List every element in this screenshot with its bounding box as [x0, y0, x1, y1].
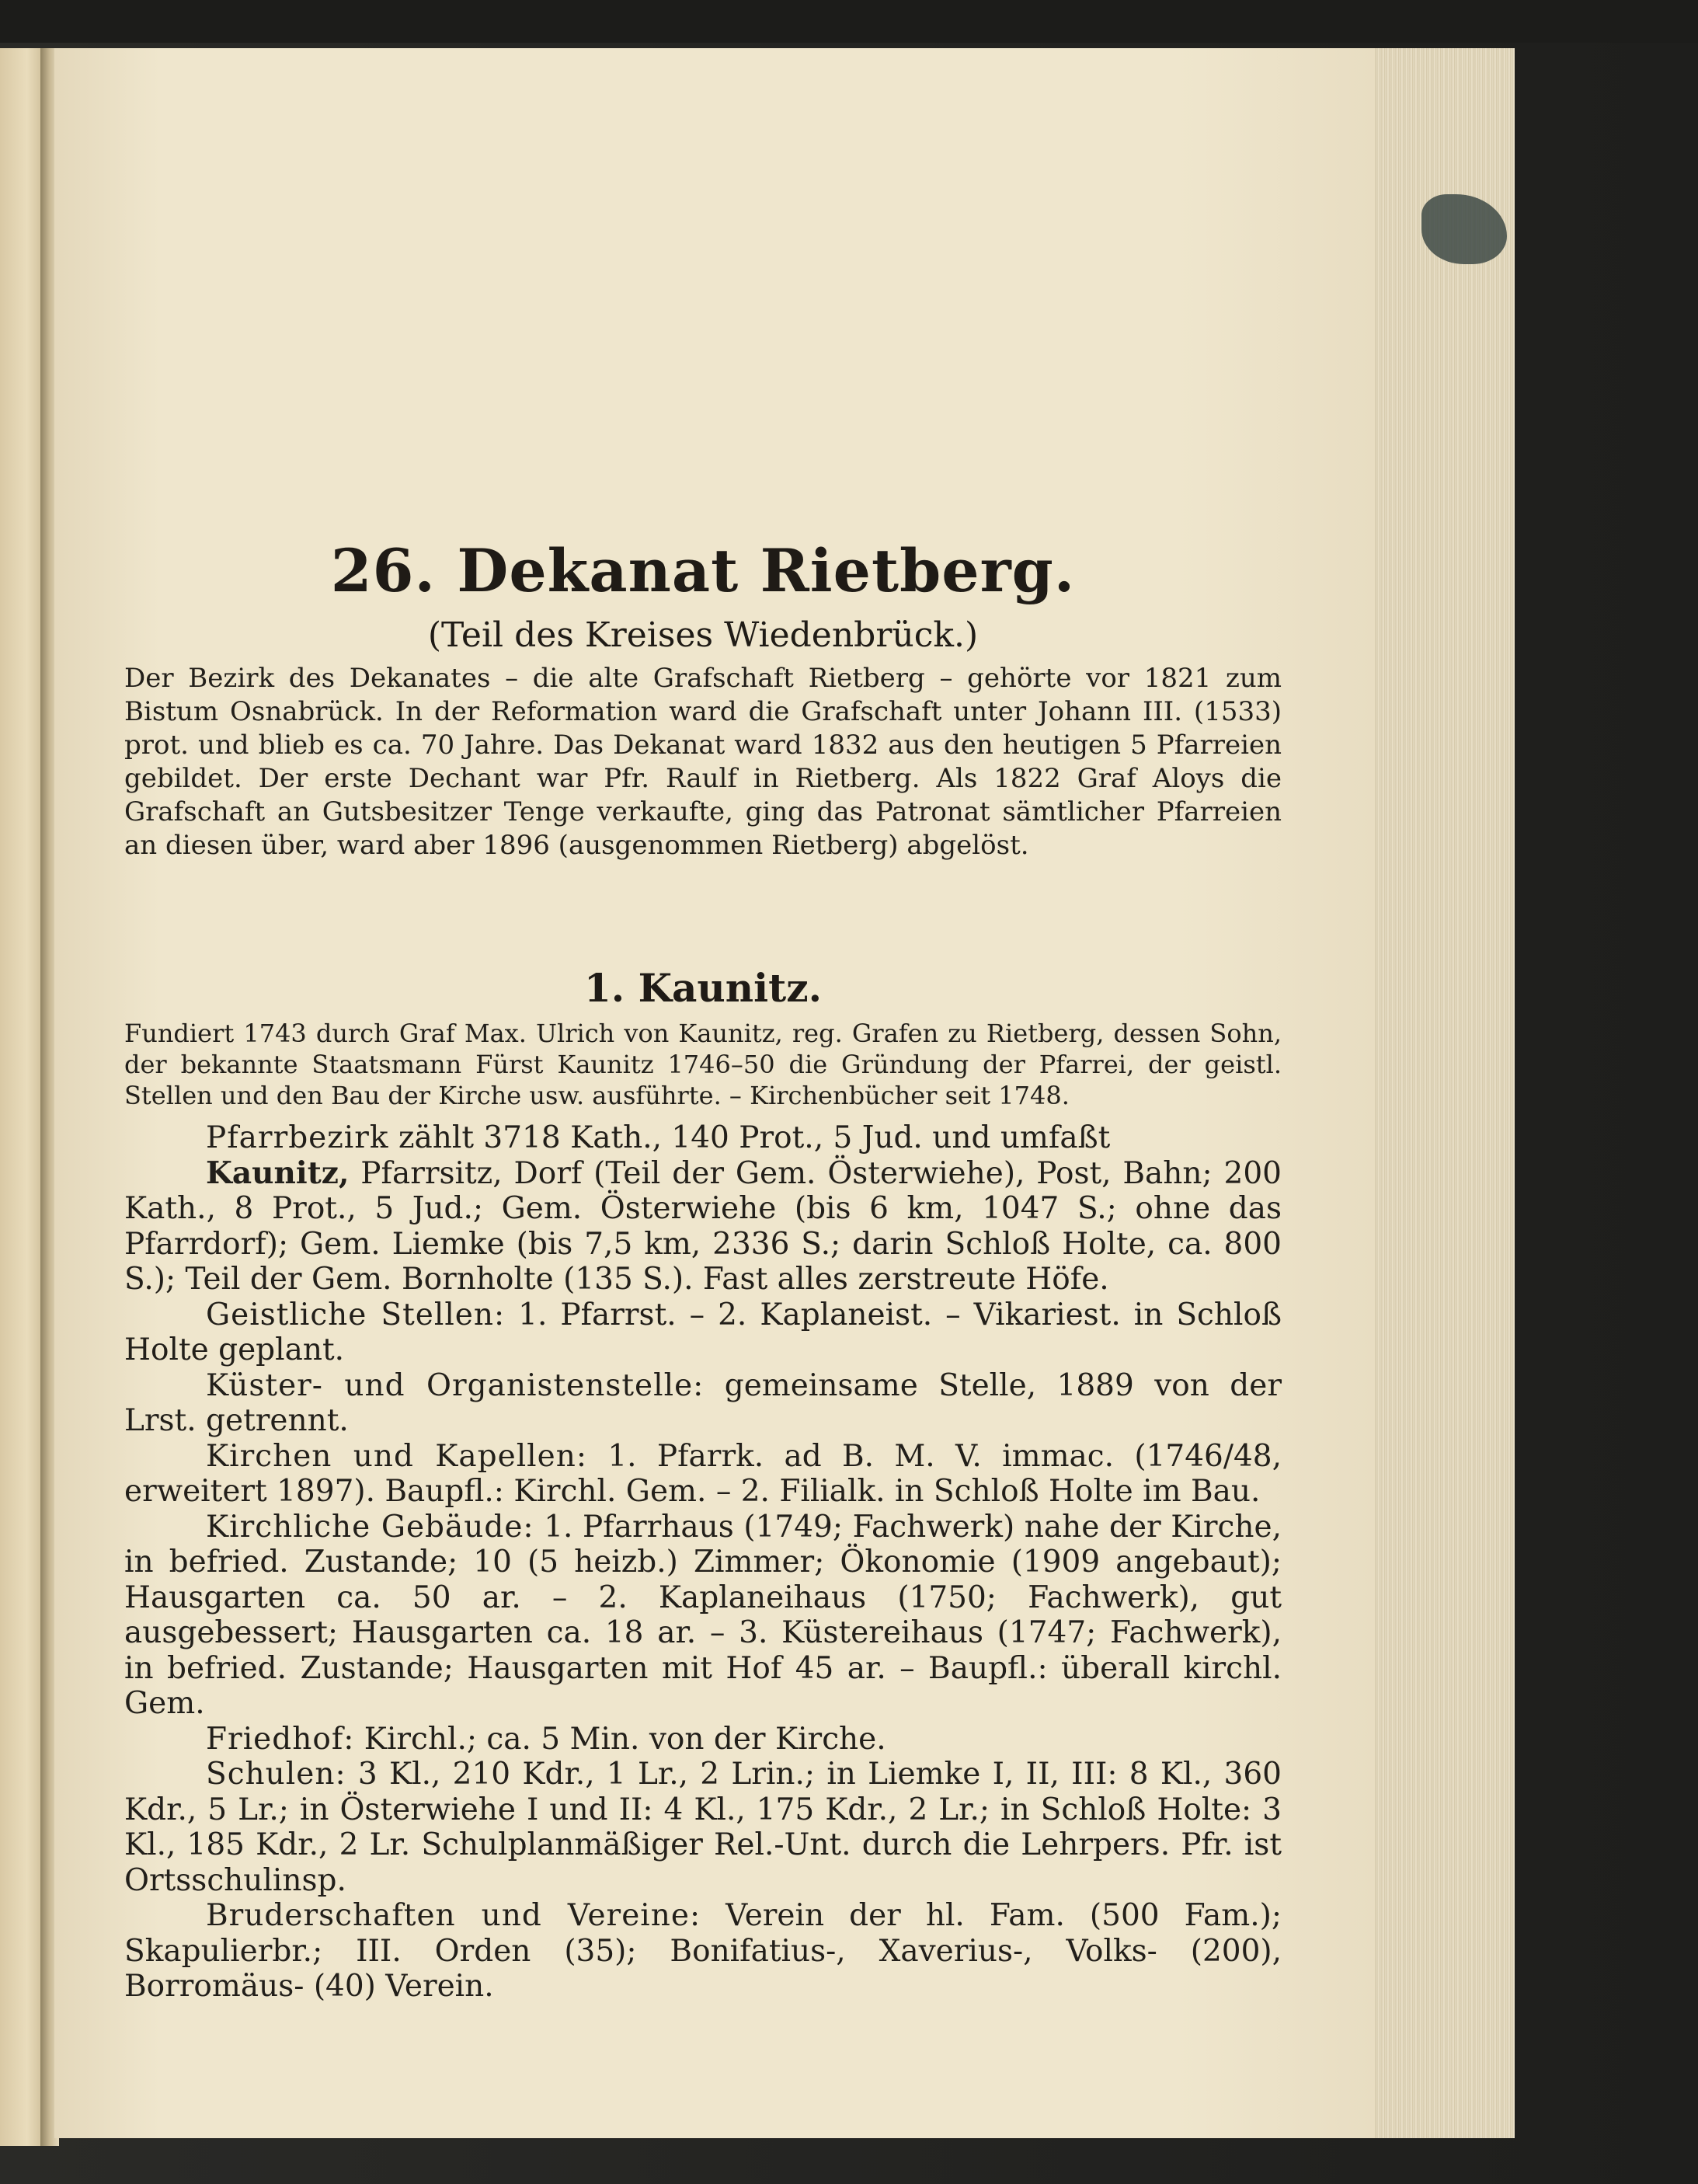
- paragraph-text: 1. Pfarrhaus (1749; Fachwerk) nahe der Kirche, in befried. Zustande; 10 (5 heizb.) Zimmer; Ökonomie (1909 angebaut); Hausgarten ca. 50 ar. – 2. Kaplaneihaus (1750; Fachwerk), gut ausgebessert; Hausgarten ca. 18 ar. – 3. Küstereihaus (1747; Fachwerk), in befried. Zustande; Hausgarten mit Hof 45 ar. – Baupfl.: überall kirchl. Gem.: [124, 1509, 1282, 1721]
- founding-paragraph: Fundiert 1743 durch Graf Max. Ulrich von Kaunitz, reg. Grafen zu Rietberg, dessen Sohn, der bekannte Staatsmann Fürst Kaunitz 1746–50 die Gründung der Pfarrei, der geistl. Stellen und den Bau der Kirche usw. ausführte. – Kirchenbücher seit 1748.: [124, 1019, 1282, 1110]
- page-edges: [1371, 48, 1515, 2138]
- paragraph-friedhof: [124, 1722, 1282, 1757]
- paragraph-text: 3 Kl., 210 Kdr., 1 Lr., 2 Lrin.; in Liemke I, II, III: 8 Kl., 360 Kdr., 5 Lr.; in Österwiehe I und II: 4 Kl., 175 Kdr., 2 Lr.; in Schloß Holte: 3 Kl., 185 Kdr., 2 Lr. Schulplanmäßiger Rel.-Unt. durch die Lehrpers. Pfr. ist Ortsschulinsp.: [124, 1757, 1282, 1898]
- paragraph-lead: Friedhof:: [206, 1721, 355, 1757]
- paragraph-text: Pfarrsitz, Dorf (Teil der Gem. Österwiehe), Post, Bahn; 200 Kath., 8 Prot., 5 Jud.; Gem. Österwiehe (bis 6 km, 1047 S.; ohne das Pfarrdorf); Gem. Liemke (bis 7,5 km, 2336 S.; darin Schloß Holte, ca. 800 S.); Teil der Gem. Bornholte (135 S.). Fast alles zerstreute Höfe.: [124, 1155, 1282, 1297]
- left-facing-page: [0, 48, 45, 2146]
- paragraph-kirchen-kapellen: [124, 1439, 1282, 1510]
- paragraph-lead: Kaunitz,: [206, 1155, 350, 1191]
- section-body: [124, 1120, 1282, 2005]
- paragraph-lead: Kirchen und Kapellen:: [206, 1438, 587, 1474]
- paragraph-text: Kirchl.; ca. 5 Min. von der Kirche.: [354, 1721, 886, 1757]
- paragraph-bruderschaften: [124, 1898, 1282, 2005]
- paragraph-kuester-organist: [124, 1368, 1282, 1439]
- paragraph-text: zählt 3718 Kath., 140 Prot., 5 Jud. und umfaßt: [388, 1120, 1111, 1155]
- page-subtitle: (Teil des Kreises Wiedenbrück.): [427, 615, 979, 655]
- paragraph-text: Verein der hl. Fam. (500 Fam.); Skapulierbr.; III. Orden (35); Bonifatius-, Xaverius-, Volks- (200), Borromäus- (40) Verein.: [124, 1898, 1282, 2004]
- page-content: [54, 48, 1375, 2138]
- paragraph-kaunitz: [124, 1156, 1282, 1298]
- paragraph-lead: Kirchliche Gebäude:: [206, 1509, 534, 1545]
- page-title: 26. Dekanat Rietberg.: [330, 536, 1076, 605]
- paragraph-schulen: [124, 1757, 1282, 1898]
- section-title: 1. Kaunitz.: [583, 965, 823, 1011]
- intro-paragraph: Der Bezirk des Dekanates – die alte Grafschaft Rietberg – gehörte vor 1821 zum Bistum Osnabrück. In der Reformation ward die Grafschaft unter Johann III. (1533) prot. und blieb es ca. 70 Jahre. Das Dekanat ward 1832 aus den heutigen 5 Pfarreien gebildet. Der erste Dechant war Pfr. Raulf in Rietberg. Als 1822 Graf Aloys die Grafschaft an Gutsbesitzer Tenge verkaufte, ging das Patronat sämtlicher Pfarreien an diesen über, ward aber 1896 (ausgenommen Rietberg) abgelöst.: [124, 663, 1282, 861]
- paragraph-text: 1. Pfarrk. ad B. M. V. immac. (1746/48, erweitert 1897). Baupfl.: Kirchl. Gem. – 2. Filialk. in Schloß Holte im Bau.: [124, 1438, 1282, 1509]
- paragraph-lead: Geistliche Stellen:: [206, 1297, 506, 1332]
- paragraph-lead: Schulen:: [206, 1757, 346, 1792]
- paragraph-text: 1. Pfarrst. – 2. Kaplaneist. – Vikariest. in Schloß Holte geplant.: [124, 1297, 1282, 1367]
- paragraph-lead: Bruderschaften und Vereine:: [206, 1898, 701, 1933]
- paragraph-geistliche-stellen: [124, 1298, 1282, 1368]
- paragraph-kirchliche-gebaeude: [124, 1510, 1282, 1722]
- paragraph-lead: Küster- und Organistenstelle:: [206, 1367, 705, 1403]
- paragraph-text: gemeinsame Stelle, 1889 von der Lrst. getrennt.: [124, 1367, 1282, 1438]
- paragraph-lead: Pfarrbezirk: [206, 1120, 389, 1155]
- paragraph-pfarrbezirk: [124, 1120, 1282, 1156]
